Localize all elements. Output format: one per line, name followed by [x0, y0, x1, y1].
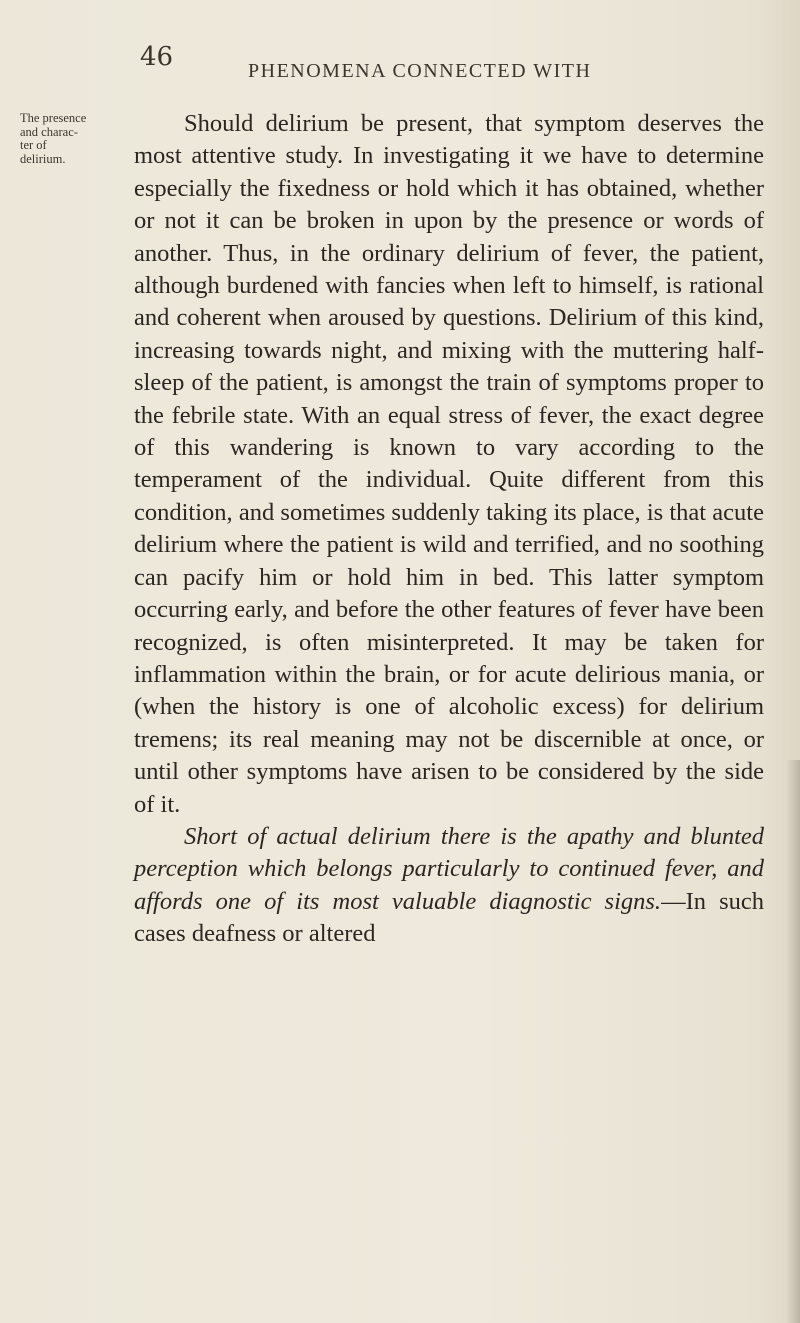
italic-lead-sentence: Short of actual delirium there is the apathy and blunted perception which belongs particularly to continued fever, and affords one of its most valuable diagnostic signs.	[134, 822, 764, 915]
page-number: 46	[140, 42, 174, 72]
paragraph: Should delirium be present, that symptom deserves the most attentive study. In investigating it we have to determine especially the fixedness or hold which it has obtained, whether or not it can be broken in upon by the presence or words of another. Thus, in the ordinary delirium of fever, the patient, although burdened with fancies when left to himself, is rational and coherent when aroused by questions. Delirium of this kind, increasing towards night, and mixing with the muttering half-sleep of the patient, is amongst the train of symptoms proper to the febrile state. With an equal stress of fever, the exact degree of this wandering is known to vary according to the temperament of the individual. Quite different from this condition, and sometimes suddenly taking its place, is that acute delirium where the patient is wild and terrified, and no soothing can pacify him or hold him in bed. This latter symptom occurring early, and before the other features of fever have been recognized, is often misinterpreted. It may be taken for inflammation within the brain, or for acute delirious mania, or (when the history is one of alcoholic excess) for delirium tremens; its real meaning may not be discernible at once, or until other symptoms have arisen to be considered by the side of it.	[134, 110, 764, 818]
margin-note-line: and charac-	[20, 124, 78, 139]
paragraph	[134, 821, 764, 951]
margin-note-line: ter of	[20, 138, 47, 152]
running-head: PHENOMENA CONNECTED WITH	[248, 60, 592, 82]
page-edge-shadow	[786, 760, 800, 1323]
margin-note-line: delirium.	[20, 151, 66, 166]
body-text	[134, 108, 764, 951]
paragraph-continuation: —In such cases deafness or altered	[134, 887, 764, 948]
margin-note	[20, 112, 118, 166]
margin-note-line: The presence	[20, 111, 87, 125]
